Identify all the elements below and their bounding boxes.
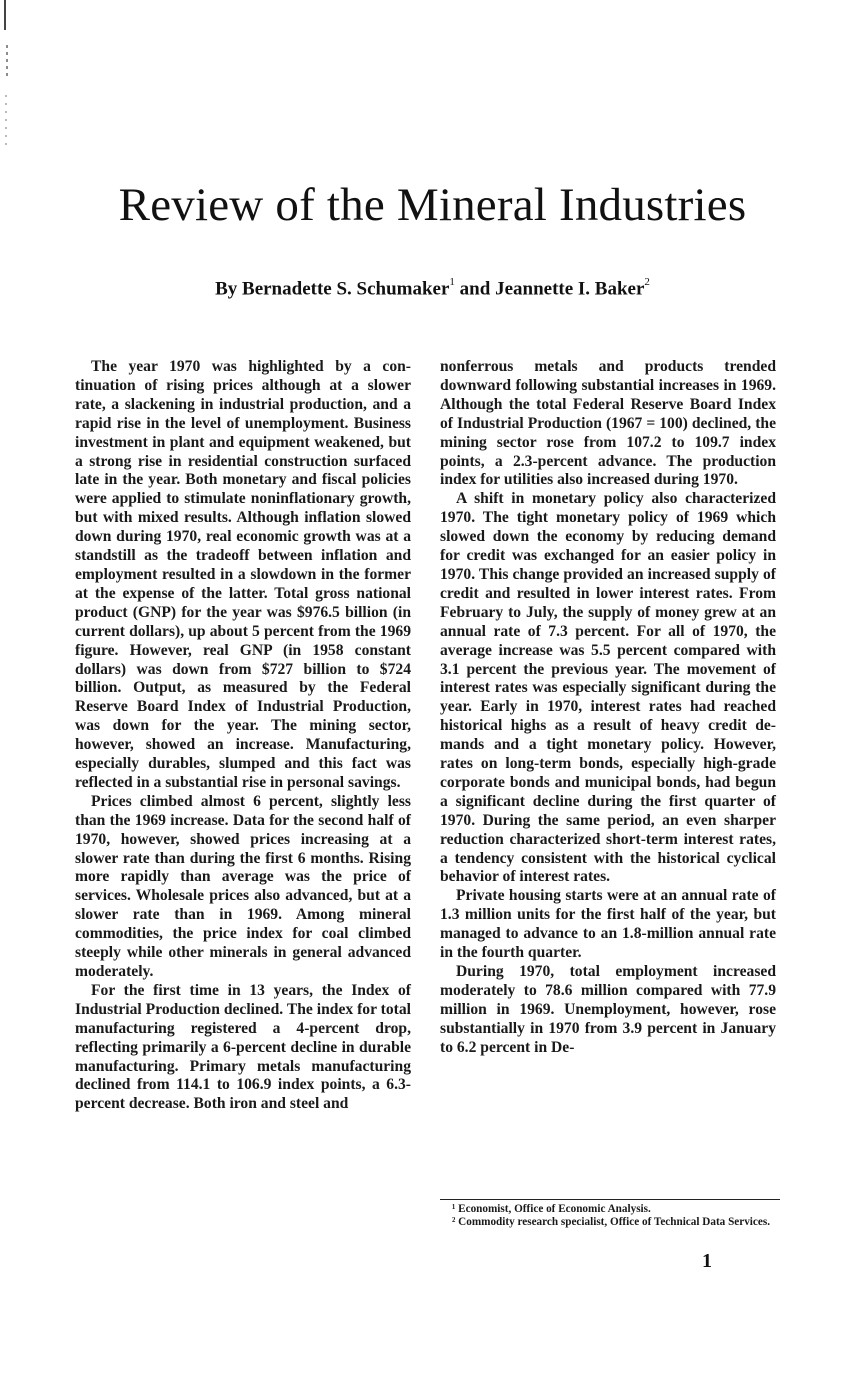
author-2-note-marker: 2 — [644, 276, 650, 288]
paragraph: During 1970, total employment increased moderately to 78.6 million compared with 77.9 million in 1969. Unemployment, however, rose substantially in 1970 from 3.9 percent in January to 6.2 percent in De- — [440, 963, 776, 1056]
right-column — [440, 358, 776, 1058]
author-2: Jeannette I. Baker — [495, 278, 645, 300]
byline-connector: and — [459, 278, 491, 300]
footnote-1: ¹ Economist, Office of Economic Analysis. — [452, 1203, 651, 1215]
footnotes — [440, 1199, 780, 1228]
left-column — [75, 358, 411, 1114]
footnote-2: ² Commodity research specialist, Office of Technical Data Services. — [452, 1215, 771, 1228]
author-1: Bernadette S. Schumaker — [242, 278, 450, 300]
paragraph: The year 1970 was highlighted by a continuation of rising prices although at a slower rate, a slackening in industrial production, and a rapid rise in the level of unemployment. Business investment in plant and equipment weakened, but a strong rise in residential construction surfaced late in the year. Both monetary and fiscal policies were applied to stimulate noninflationary growth, but with mixed results. Although inflation slowed down during 1970, real economic growth was at a standstill as the tradeoff between inflation and employment resulted in a slowdown in the former at the expense of the latter. Total gross national product (GNP) for the year was $976.5 billion (in current dollars), up about 5 percent from the 1969 figure. However, real GNP (in 1958 constant dollars) was down from $727 billion to $724 billion. Output, as measured by the Federal Reserve Board Index of Industrial Production, was down for the year. The mining sector, however, showed an increase. Manufacturing, especially durables, slumped and this fact was reflected in a substantial rise in personal savings. — [75, 358, 411, 791]
scan-edge-marks — [0, 0, 14, 170]
page-number: 1 — [702, 1250, 712, 1272]
byline-prefix: By — [215, 278, 238, 300]
paragraph: A shift in monetary policy also characterized 1970. The tight monetary policy of 1969 which slowed down the economy by reducing demand for credit was exchanged for an easier policy in 1970. This change provided an increased supply of credit and resulted in lower interest rates. From February to July, the supply of money grew at an annual rate of 7.3 percent. For all of 1970, the average increase was 5.5 percent compared with 3.1 percent the previous year. The movement of interest rates was especially significant during the year. Early in 1970, interest rates had reached historical highs as a result of heavy credit demands and a tight monetary policy. However, rates on long-term bonds, especially high-grade corporate bonds and municipal bonds, had begun a significant decline during the first quarter of 1970. During the same period, an even sharper reduction characterized short-term interest rates, a tendency consistent with the historical cyclical behavior of interest rates. — [440, 490, 776, 886]
paragraph: Prices climbed almost 6 percent, slightly less than the 1969 increase. Data for the second half of 1970, however, showed prices increasing at a slower rate than during the first 6 months. Rising more rapidly than average was the price of services. Wholesale prices also advanced, but at a slower rate than in 1969. Among mineral commodities, the price index for coal climbed steeply while other minerals in general advanced moderately. — [75, 792, 411, 980]
paragraph: For the first time in 13 years, the Index of Industrial Production declined. The index for total manufacturing registered a 4-percent drop, reflecting primarily a 6-percent decline in durable manufacturing. Primary metals manufacturing declined from 114.1 to 106.9 index points, a 6.3-percent decrease. Both iron and steel and — [75, 981, 411, 1113]
author-1-note-marker: 1 — [449, 276, 455, 288]
paragraph: nonferrous metals and products trended downward following substantial increases in 1969. Although the total Federal Reserve Board Index of Industrial Production (1967 = 100) declined, the mining sector rose from 107.2 to 109.7 index points, a 2.3-percent advance. The production index for utilities also increased during 1970. — [440, 358, 776, 489]
article-title: Review of the Mineral Industries — [118, 179, 747, 231]
paragraph: Private housing starts were at an annual rate of 1.3 million units for the first half of the year, but managed to advance to an 1.8-million annual rate in the fourth quarter. — [440, 887, 776, 962]
byline — [0, 278, 865, 300]
